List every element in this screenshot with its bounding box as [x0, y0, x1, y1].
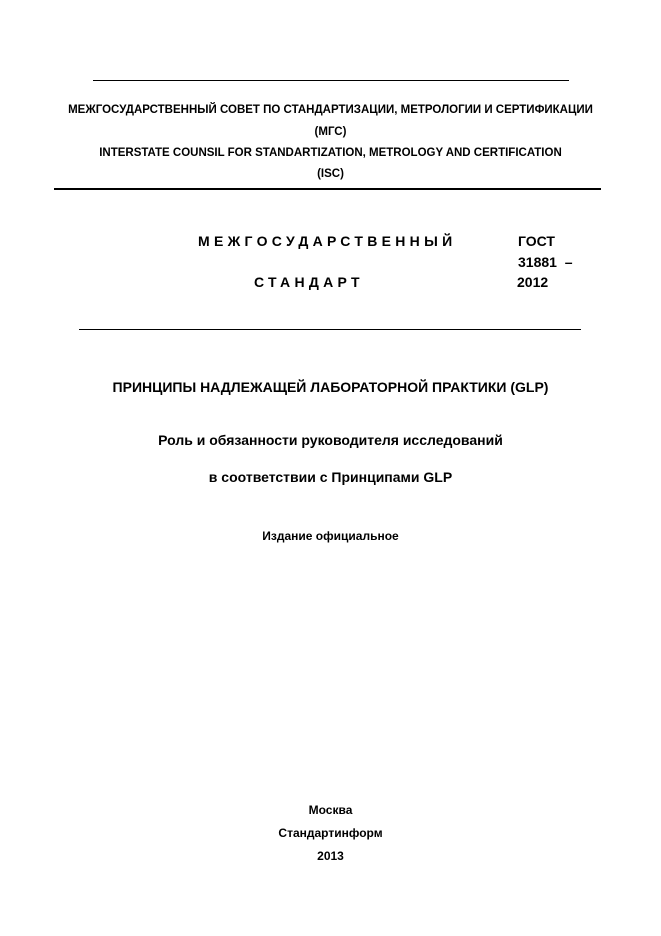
standard-type-line-1: МЕЖГОСУДАРСТВЕННЫЙ — [198, 233, 457, 249]
gost-label: ГОСТ — [518, 233, 555, 249]
standard-type-line-2: СТАНДАРТ — [254, 274, 364, 290]
standard-divider — [79, 329, 581, 330]
imprint-year: 2013 — [317, 849, 344, 863]
council-abbr-ru: (МГС) — [314, 126, 347, 138]
council-name-ru: МЕЖГОСУДАРСТВЕННЫЙ СОВЕТ ПО СТАНДАРТИЗАЦИИ, МЕТРОЛОГИИ И СЕРТИФИКАЦИИ — [68, 104, 593, 116]
header-divider — [54, 188, 601, 190]
imprint-publisher: Стандартинформ — [278, 826, 383, 840]
top-rule — [93, 80, 569, 81]
council-name-en: INTERSTATE COUNSIL FOR STANDARTIZATION, METROLOGY AND CERTIFICATION — [99, 147, 562, 159]
document-title: ПРИНЦИПЫ НАДЛЕЖАЩЕЙ ЛАБОРАТОРНОЙ ПРАКТИКИ (GLP) — [112, 379, 549, 395]
document-subtitle-line-2: в соответствии с Принципами GLP — [208, 469, 453, 485]
imprint-city: Москва — [308, 803, 353, 817]
document-subtitle-line-1: Роль и обязанности руководителя исследований — [158, 432, 503, 448]
edition-note: Издание официальное — [262, 529, 399, 543]
gost-year: 2012 — [517, 274, 549, 290]
gost-number: 31881 – — [518, 254, 573, 270]
council-abbr-en: (ISC) — [317, 168, 344, 180]
